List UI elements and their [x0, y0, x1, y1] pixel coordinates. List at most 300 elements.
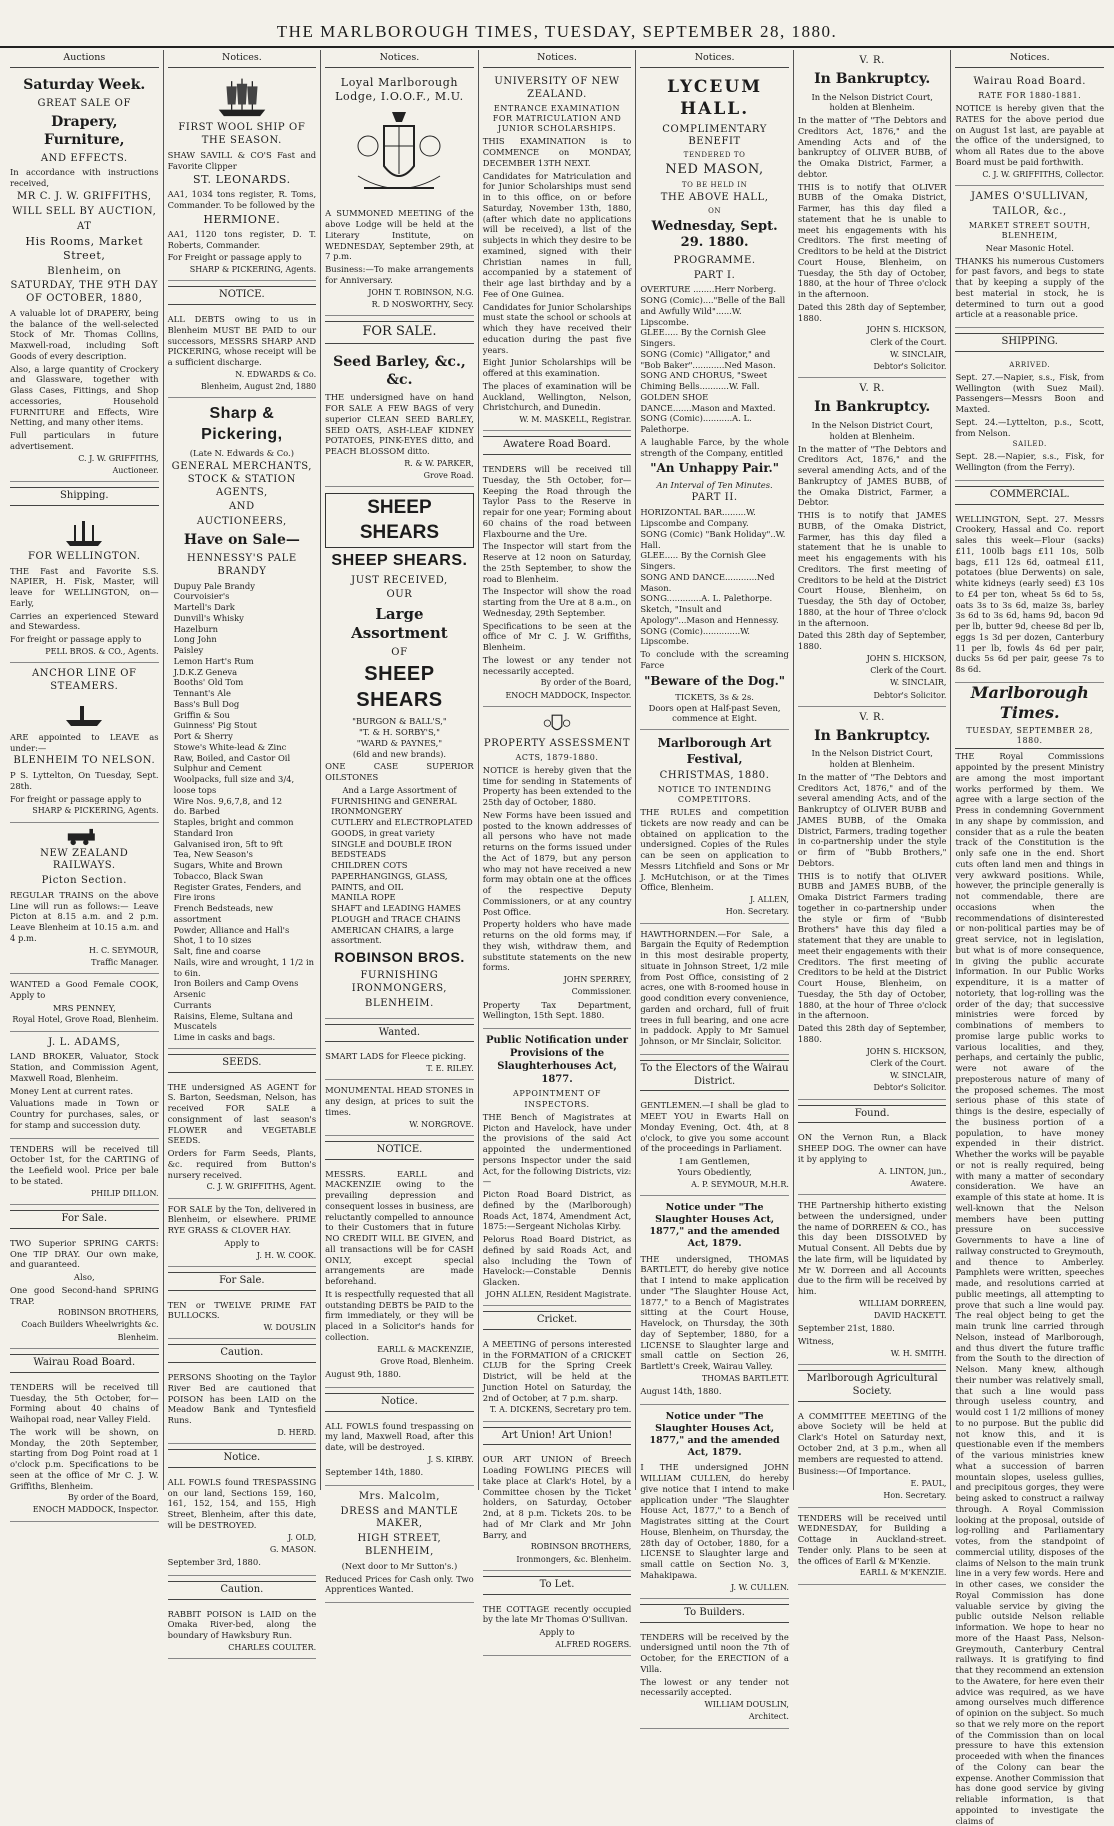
list-item: Raisins, Eleme, Sultana and Muscatels [173, 1010, 293, 1032]
signature: R. D NOSWORTHY, Secy. [371, 299, 474, 309]
ad-line: DRESS and MANTLE MAKER, [340, 1505, 459, 1530]
list-item: SHAFT and LEADING HAMES [331, 903, 461, 914]
ad-title: Saturday Week. [23, 77, 146, 94]
slaughterhouses-ad [483, 1029, 632, 1306]
ad-line: WILL SELL BY AUCTION, [12, 205, 157, 217]
ad-title: SHEEP SHEARS. [331, 552, 468, 570]
list-item: SONG.............A. L. Palethorpe. [640, 593, 773, 604]
ad-line: ANCHOR LINE OF STEAMERS. [31, 668, 137, 692]
ad-title: UNIVERSITY OF NEW ZEALAND. [494, 76, 620, 100]
list-item: Paisley [173, 645, 204, 656]
ad-date: September 3rd, 1880. [167, 1557, 261, 1568]
signature: C. J. W. GRIFFITHS, Collector. [982, 169, 1105, 179]
ad-line: MRS PENNEY, [52, 1002, 116, 1013]
ad-text: THE COTTAGE recently occupied by the late Mr Thomas O'Sullivan. [482, 1603, 632, 1625]
ad-text: Sept. 24.—Lyttelton, p.s., Scott, from Nelson. [955, 416, 1105, 438]
ad-title: ROBINSON BROS. [334, 949, 465, 966]
signature: Grove Road, Blenheim. [380, 1356, 474, 1366]
bankruptcy-notice-1 [798, 50, 947, 378]
tenders-ad [10, 1139, 159, 1205]
ad-title: Marlborough Art Festival, [657, 736, 772, 766]
ad-text: THE undersigned, THOMAS BARTLETT, do hereby give notice that I intend to make application under "The Slaughter House Act, 1877," to a Bench of Magistrates sitting at the Court House, Havelock, on Thursday, the 30th day of September, 1880, for a LICENSE to Slaughter large and small cattle on Section 26, Bartlett's Creek, Wairau Valley. [640, 1253, 789, 1372]
ad-line: SATURDAY, THE 9TH DAY OF OCTOBER, 1880, [10, 280, 159, 305]
ad-title: Sharp & Pickering, [201, 405, 283, 443]
list-item: SONG (Comic)..............W. Lipscombe. [640, 625, 750, 647]
list-item: Griffin & Sou [173, 709, 230, 720]
ad-text: A COMMITTEE MEETING of the above Society will be held at Clark's Hotel on Saturday next, October 2nd, at 3 p.m., when all members are requested to attend. [797, 1410, 947, 1464]
column-6 [794, 50, 952, 1578]
ad-text: Property holders who have made returns on the old forms may, if they wish, withdraw them, and substitute statements on the new forms. [482, 919, 632, 973]
programme-list [640, 284, 789, 435]
list-item: J.D.K.Z Geneva [173, 666, 238, 677]
ad-text: NOTICE is hereby given that the RATES for the above period due on August 1st last, are payable at the office of the undersigned, to whom all Rates due to the above Board must be paid forthwith. [955, 103, 1105, 167]
ad-line: His Rooms, Market Street, [25, 235, 144, 263]
ad-text: New Forms have been issued and posted to the known addresses of all persons who have not made returns on the forms issued under the Act of 1879, but any person who may not have received a new form may obtain one at the offices of the respective Deputy Commissioners, or at any country Post Office. [482, 809, 632, 917]
ad-text: A MEETING of persons interested in the FORMATION of a CRICKET CLUB for the Spring Creek District, will be held at the Junction Hotel on Saturday, the 2nd of October, at 7 p.m. sharp. [482, 1338, 632, 1403]
signature: Royal Hotel, Grove Road, Blenheim. [12, 1015, 159, 1025]
ad-text: NOTICE is hereby given that the time for sending in Statements of Property has been extended to the 25th day of October, 1880. [482, 764, 632, 808]
ad-date: Property Tax Department, Wellington, 15th Sept. 1880. [482, 999, 632, 1021]
list-item: do. Barbed [173, 806, 220, 817]
list-item: Galvanised iron, 5ft to 9ft [173, 838, 283, 849]
monument-ad [325, 1080, 474, 1135]
ad-title: SHEEP SHEARS [325, 493, 474, 548]
slaughter-license-ad [640, 1196, 789, 1405]
section-heading: NOTICE. [168, 286, 317, 305]
signature: JOHN SPERREY, [563, 975, 632, 985]
ad-line: GENERAL MERCHANTS, STOCK & STATION AGENTS, [171, 461, 313, 498]
ad-text: SMART LADS for Fleece picking. [325, 1051, 467, 1062]
programme-list [640, 507, 789, 647]
ad-line: OF [391, 646, 408, 658]
ad-title: Notice under "The Slaughter Houses Act, 1877," and the amended Act, 1879. [649, 1410, 780, 1459]
bankruptcy-notice-3 [798, 707, 947, 1100]
ad-line: CHRISTMAS, 1880. [659, 769, 770, 781]
list-item: Hazelburn [173, 623, 219, 634]
ad-line: HERMIONE. [203, 212, 281, 226]
list-item: SONG (Comic)...."Belle of the Ball and Awfully Wild"......W. Lipscombe. [640, 295, 786, 327]
ad-text: Orders for Farm Seeds, Plants, &c. required from Button's nursery received. [167, 1148, 317, 1180]
signature: E. PAUL, [910, 1479, 947, 1489]
ad-text: The work will be shown, on Monday, the 20th September, starting from Dog Point road at 1 o'clock p.m. Specifications to be seen at the office of Mr C. J. W. Griffiths, Blenheim. [10, 1426, 159, 1491]
earll-notice-ad [325, 1164, 474, 1388]
ad-line: ACTS, 1879-1880. [515, 752, 599, 762]
ad-line: PART II. [691, 492, 738, 504]
list-item: SONG (Comic) "Bank Holiday"..W. Hall. [640, 528, 786, 550]
auction-ad [10, 71, 159, 482]
ad-text: MONUMENTAL HEAD STONES in any design, at prices to suit the times. [325, 1085, 474, 1117]
ad-line: (Late N. Edwards & Co.) [189, 448, 294, 459]
ad-text: Candidates for Matriculation and for Junior Scholarships must send in to this office, on or before Saturday, November 13th, 1880, (after which date no applications will be received), a list of the subjects in which they desire to be examined, signed with their Christian names in full, accompanied by a statement of their age last birthday and by a Fee of One Guinea. [482, 170, 632, 299]
list-item: Powder, Alliance and Hall's [173, 924, 290, 935]
column-7 [951, 50, 1108, 1826]
ad-text: THE RULES and competition tickets are now ready and can be obtained on application to the undersigned. Copies of the Rules can be seen on application to Messrs Litchfield and Sons or Mr J. McHutchison, or at the Times Office, Blenheim. [640, 807, 789, 893]
signature: DAVID HACKETT. [873, 1311, 947, 1321]
partnership-ad [798, 1195, 947, 1365]
ad-text: In the Nelson District Court, holden at Blenheim. [811, 91, 933, 113]
section-heading: To Let. [483, 1576, 632, 1595]
ad-line: COMPLIMENTARY BENEFIT [662, 123, 767, 148]
ad-text: Candidates for Junior Scholarships must state the school or schools at which they have received their education during the past five years. [482, 301, 632, 355]
ad-line: (Next door to Mr Sutton's.) [341, 1560, 458, 1571]
ad-line: TO BE HELD IN [681, 180, 748, 189]
signature: W. SINCLAIR, [889, 678, 947, 688]
ad-title: Mrs. Malcolm, [358, 1490, 441, 1502]
signature: PELL BROS. & CO., Agents. [45, 646, 159, 656]
ad-text: I THE undersigned JOHN WILLIAM CULLEN, do hereby give notice that I intend to make application under "The Slaughter House Act, 1877," to a Bench of Magistrates sitting at the Court House, Blenheim, on Thursday, the 28th day of October, 1880, for a LICENSE to Slaughter large and small cattle on Section No. 3, Mahakipawa. [640, 1462, 789, 1580]
signature: H. C. SEYMOUR, [88, 945, 159, 955]
ad-line: SAILED. [1012, 440, 1047, 449]
ad-title: Wairau Road Board. [973, 76, 1087, 88]
seeds-ad [168, 1077, 317, 1199]
ad-date: Dated this 28th day of September, 1880. [797, 1023, 947, 1044]
ad-title: In Bankruptcy. [814, 399, 931, 416]
signature: Debtor's Solicitor. [873, 1083, 947, 1093]
ad-text: The lowest or any tender not necessarily accepted. [640, 1676, 789, 1698]
lodge-ad [325, 71, 474, 316]
ad-text: In accordance with instructions received, [10, 167, 159, 189]
ad-text: It is respectfully requested that all outstanding DEBTS be PAID to the firm immediately, or they will be placed in a Solicitor's hands for collection. [325, 1288, 474, 1342]
ad-text: Business:—Of Importance. [797, 1466, 911, 1477]
ad-line: Doors open at Half-past Seven, commence at Eight. [648, 702, 781, 724]
ad-text: A valuable lot of DRAPERY, being the balance of the well-selected Stock of Mr. Thomas Collins, Maxwell-road, including Soft Goods of every description. [10, 307, 159, 361]
signature: N. EDWARDS & Co. [235, 369, 317, 379]
ad-line: ARRIVED. [1009, 361, 1051, 370]
ad-title: JAMES O'SULLIVAN, [971, 190, 1089, 202]
ad-text: The places of examination will be Auckland, Wellington, Nelson, Christchurch, and Dunedin. [482, 380, 632, 413]
to-let-ad [483, 1599, 632, 1656]
ad-line: ON [708, 206, 722, 215]
ad-line: TAILOR, &c., [992, 205, 1067, 217]
royal-cipher: V. R. [859, 55, 885, 66]
ad-text: TENDERS will be received by the undersigned until noon the 7th of October, for the ERECTION of a Villa. [640, 1631, 789, 1674]
ad-line: NED MASON, [665, 162, 764, 178]
signature: Awatere. [910, 1178, 947, 1188]
list-item: Shot, 1 to 10 sizes [173, 935, 252, 946]
ad-line: SHEEP SHEARS [356, 663, 443, 711]
signature: Hon. Secretary. [725, 907, 789, 917]
ad-text: To conclude with the screaming Farce [640, 649, 789, 670]
section-heading: Shipping. [10, 487, 159, 506]
ad-text: ALL FOWLS found TRESPASSING on our land, Sections 159, 160, 161, 152, 154, and 155, High Street, Blenheim, after this date, will be DESTROYED. [167, 1476, 317, 1530]
list-item: PLOUGH and TRACE CHAINS [331, 913, 461, 924]
ad-line: RATE FOR 1880-1881. [978, 90, 1082, 100]
cricket-ad [483, 1334, 632, 1422]
fowls-notice-ad [325, 1416, 474, 1486]
ad-text: THIS EXAMINATION is to COMMENCE on MONDAY, DECEMBER 13TH NEXT. [482, 136, 632, 168]
ad-line: AT [77, 220, 92, 232]
lyceum-hall-ad [640, 71, 789, 730]
signature: SHARP & PICKERING, Agents. [32, 806, 159, 816]
sharp-pickering-ad [168, 398, 317, 1048]
list-item: Lime in casks and bags. [173, 1032, 276, 1043]
ad-title: Loyal Marlborough Lodge, I.O.O.F., M.U. [335, 76, 464, 104]
ad-line: AND EFFECTS. [40, 152, 128, 164]
royal-cipher: V. R. [859, 711, 885, 723]
signature: C. J. W. GRIFFITHS, [78, 453, 159, 463]
ad-line: Yours Obediently, [677, 1166, 752, 1177]
list-item: SONG (Comic) "Alligator," and "Bob Baker"............Ned Mason. [640, 348, 776, 370]
lodge-crest-icon [344, 106, 454, 206]
signature: Architect. [748, 1712, 789, 1722]
signature: A. P. SEYMOUR, M.H.R. [691, 1179, 789, 1189]
ad-text: TENDERS will be received till October 1st, for the CARTING of the Leefield wool. Price per bale to be stated. [10, 1143, 159, 1186]
ad-line: Picton Section. [41, 875, 127, 887]
section-heading: COMMERCIAL. [955, 486, 1104, 505]
signature: Clerk of the Court. [870, 666, 947, 676]
signature: WILLIAM DOUSLIN, [704, 1700, 789, 1710]
steamship-icon [64, 515, 104, 549]
list-item: Courvoisier's [173, 591, 230, 602]
signature: W. SINCLAIR, [889, 1071, 947, 1081]
signature: Commissioner. [571, 987, 632, 997]
ad-text: For freight or passage apply to [10, 793, 142, 804]
ad-text: A laughable Farce, by the whole strength of the Company, entitled [640, 436, 789, 458]
signature: Blenheim. [117, 1332, 159, 1342]
ad-text: Business:—To make arrangements for Anniversary. [325, 264, 474, 285]
list-item: Sketch, "Insult and Apology"...Mason and Hennessy. [640, 604, 779, 625]
list-item: GLEE..... By the Cornish Glee Singers. [640, 550, 766, 572]
ad-text: WELLINGTON, Sept. 27. Messrs Crookery, Hassal and Co. report sales this week—Flour (sacks) £11, 100lb bags £11 10s, 50lb bags, £11 12s 6d, oatmeal £11, potatoes (blue Derwents) on sale, white kidneys (early seed) £3 10s to £4 per ton, wheat 5s 6d to 5s, oats 3s to 3s 6d, maize 3s, barley 3s 6d to 3s 6d, hams 9d, bacon 9d per lb, butter 9d, cheese 8d per lb, eggs 1s 3d per dozen, Canterbury 11 per lb, fowls 4s 6d per pair, ducks 5s 6d per pair, geese 7s to 8s 6d. [955, 513, 1105, 675]
ad-line: FOR WELLINGTON. [28, 550, 141, 562]
ad-line: Blenheim, on [47, 265, 122, 277]
ad-text: ALL DEBTS owing to us in Blenheim MUST BE PAID to our successors, MESSRS SHARP AND PICKERING, whose receipt will be a sufficient discharge. [167, 314, 317, 368]
list-item: GLEE..... By the Cornish Glee Singers. [640, 327, 766, 349]
locomotive-icon [64, 828, 104, 846]
ad-line: Have on Sale— [183, 532, 300, 549]
ad-text: Sept. 28.—Napier, s.s., Fisk, for Wellington (from the Ferry). [955, 451, 1105, 473]
ad-line: "An Unhappy Pair." [650, 461, 779, 476]
signature: ALFRED ROGERS. [555, 1639, 632, 1649]
found-dog-ad [798, 1127, 947, 1195]
list-item: Raw, Boiled, and Castor Oil [173, 752, 291, 763]
list-item: Tobacco, Black Swan [173, 870, 264, 881]
column-2 [164, 50, 322, 1652]
commercial-news [955, 509, 1104, 683]
ad-line: MARKET STREET SOUTH, BLENHEIM, [968, 220, 1091, 240]
debts-ad [168, 309, 317, 398]
list-item: SONG AND DANCE............Ned Mason. [640, 571, 775, 593]
ad-text: GENTLEMEN.—I shall be glad to MEET YOU in Ewarts Hall on Monday Evening, Oct. 4th, at 8 o'clock, to give you some account of the proceedings in Parliament. [640, 1100, 789, 1154]
signature: J. W. CULLEN. [730, 1582, 789, 1592]
ad-text: TENDERS will be received till Tuesday, the 5th October, for— Keeping the Road through the Taylor Pass to the Reserve in repair for one year; Forming about 60 chains of the road between Flaxbourne and the Ure. [482, 464, 632, 539]
steamer-icon [64, 696, 104, 730]
signature: T. A. DICKENS, Secretary pro tem. [489, 1405, 632, 1415]
signature: ROBINSON BROTHERS, [530, 1542, 632, 1552]
ad-text: THE Partnership hitherto existing between the undersigned, under the name of DORREEN & CO., has this day been DISSOLVED by Mutual Consent. All Debts due by the late firm, will be liquidated by Mr W. Dorreen and all Accounts due to the firm will be received by him. [797, 1200, 947, 1297]
signature: EARLL & MACKENZIE, [377, 1344, 474, 1354]
ad-text: THANKS his numerous Customers for past favors, and begs to state that by keeping a supply of the best material in stock, he is determined to turn out a good article at a reasonable price. [955, 255, 1105, 320]
ad-text: TENDERS will be received until WEDNESDAY, for Building a Cottage in Auckland-street. Tender only. Plans to be seen at the offices of Earll & M'Kenzie. [797, 1512, 947, 1566]
ad-text: SHAW SAVILL & CO'S Fast and Favorite Clipper [167, 149, 317, 171]
ad-date: August 14th, 1880. [640, 1386, 722, 1397]
ad-title: LYCEUM HALL. [667, 77, 763, 119]
signature: Traffic Manager. [91, 957, 159, 967]
bullocks-ad [168, 1295, 317, 1340]
clipper-ship-icon [214, 76, 270, 120]
signature: C. J. W. GRIFFITHS, Agent. [206, 1182, 317, 1192]
signature: EARLL & M'KENZIE. [859, 1568, 947, 1578]
list-item: Iron Boilers and Camp Ovens [173, 978, 299, 989]
signature: Blenheim, August 2nd, 1880 [200, 382, 317, 392]
ad-line: MR C. J. W. GRIFFITHS, [16, 190, 152, 202]
list-item: AMERICAN CHAIRS, a large assortment. [331, 924, 454, 946]
section-heading: Caution. [168, 1581, 317, 1600]
signature: W. M. MASKELL, Registrar. [519, 415, 632, 425]
ad-text: ALL FOWLS found trespassing on my land, Maxwell Road, after this date, will be destroyed. [325, 1420, 474, 1453]
ad-text: THIS is to notify that OLIVER BUBB and JAMES BUBB, of the Omaka District Farmers trading together in co-partnership under the style or firm of "Bubb Brothers" have this day filed a statement that they are unable to meet their engagements with their Creditors. The first meeting of Creditors to be held at the District Court House, Blenheim, on Tuesday, the 5th day of October, 1880, at the hour of Three o'clock in the afternoon. [797, 870, 947, 1021]
tailor-ad [955, 186, 1104, 328]
signature: THOMAS BARTLETT. [701, 1373, 789, 1383]
list-item: GOLDEN SHOE DANCE.......Mason and Maxted. [640, 391, 776, 413]
list-item: Port & Sherry [173, 731, 233, 742]
ad-line: (6ld and new brands). [352, 748, 447, 759]
editorial-date: TUESDAY, SEPTEMBER 28, 1880. [955, 726, 1104, 749]
ad-text: For Freight or passage apply to [167, 252, 302, 263]
ad-title: In Bankruptcy. [814, 70, 931, 87]
list-item: Long John [173, 634, 217, 645]
column-1 [6, 50, 164, 1515]
ad-text: THE Bench of Magistrates at Picton and Havelock, have under the provisions of the said Act appointed the undermentioned persons Inspector under the said Act, for the following Districts, viz:— [482, 1111, 632, 1187]
property-assessment-ad [483, 707, 632, 1029]
signature: Debtor's Solicitor. [873, 362, 947, 372]
section-heading: Wanted. [325, 1024, 474, 1043]
ad-text: In the Nelson District Court, holden at Blenheim. [811, 420, 933, 441]
signature: JOHN S. HICKSON, [866, 1046, 947, 1056]
list-item: SONG AND CHORUS, "Sweet Chiming Bells...........W. Fall. [640, 370, 768, 392]
section-heading: Wairau Road Board. [10, 1354, 159, 1373]
list-item: Dupuy Pale Brandy [173, 580, 256, 591]
royal-arms-icon [537, 712, 577, 736]
ad-text: THIS is to notify that JAMES BUBB, of the Omaka District, Farmer, has this day filed a statement that he is unable to meet his engagements with his Creditors. The first meeting of Creditors to be held at the District Court House, Blenheim, on Tuesday, the 5th day of October, 1880, at the hour of Three o'clock in the afternoon. [797, 510, 947, 628]
section-heading: To Builders. [640, 1604, 789, 1623]
stock-list [325, 796, 474, 947]
column-4 [479, 50, 637, 1649]
signature: Clerk of the Court. [870, 1058, 947, 1068]
column-heading: Notices. [325, 50, 474, 68]
signature: G. MASON. [269, 1544, 317, 1554]
builders-ad [640, 1627, 789, 1729]
ad-line: THE ABOVE HALL, [660, 191, 769, 203]
ad-text: In the matter of "The Debtors and Creditors Act, 1876," and of the several amending Acts, and of the Bankruptcy of OLIVER BUBB and JAMES BUBB, of the Omaka District, Farmers, trading together in co-partnership under the style or firm of "Bubb Brothers," Debtors. [797, 771, 947, 868]
ad-line: AND [228, 501, 255, 513]
list-item: Salt, fine and coarse [173, 946, 261, 957]
ad-text: THE undersigned AS AGENT for S. Barton, Seedsman, Nelson, has received FOR SALE a consignment of last season's FLOWER and VEGETABLE SEEDS. [167, 1081, 317, 1146]
ad-line: Also, [73, 1272, 95, 1282]
royal-cipher: V. R. [859, 383, 885, 395]
column-heading: Notices. [483, 50, 632, 68]
caution-ad [168, 1367, 317, 1444]
signature: J. S. KIRBY. [428, 1454, 474, 1464]
fowls-ad [168, 1472, 317, 1576]
ad-line: PROGRAMME. [673, 254, 756, 266]
agricultural-society-ad [798, 1406, 947, 1508]
ad-title: Seed Barley, &c., &c. [333, 353, 466, 388]
wool-ship-ad [168, 71, 317, 281]
list-item: HORIZONTAL BAR.........W. Lipscombe and Company. [640, 507, 756, 529]
ad-text: AA1, 1034 tons register, R. Toms, Commander. To be followed by the [167, 189, 317, 211]
ad-text: Pelorus Road Board District, as defined by said Roads Act, and also including the Town of Havelock:—Constable Dennis Glacken. [482, 1234, 632, 1288]
signature: A. LINTON, jun., [878, 1166, 947, 1176]
signature: JOHN ALLEN, Resident Magistrate. [485, 1289, 632, 1299]
section-heading: For Sale. [10, 1210, 159, 1229]
signature: CHARLES COULTER. [228, 1642, 317, 1652]
signature: ENOCH MADDOCK, Inspector. [32, 1505, 159, 1515]
signature: J. OLD, [287, 1532, 317, 1542]
list-item: Woolpacks, full size and 3/4, loose tops [173, 774, 295, 795]
ad-date: September 14th, 1880. [325, 1467, 424, 1478]
ad-text: MESSRS. EARLL and MACKENZIE owing to the prevailing depression and consequent losses in business, are reluctantly compelled to announce to their Customers that in future NO CREDIT WILL BE GIVEN, and all transactions will be for CASH ONLY, except special arrangements are made beforehand. [325, 1168, 474, 1287]
signature: Auctioneer. [112, 465, 159, 475]
section-heading: FOR SALE. [325, 321, 474, 344]
ad-text: Also, a large quantity of Crockery and Glassware, together with Glass Cases, Fittings, and Shop accessories, Household FURNITURE and Effects, Wire Netting, and many other items. [10, 363, 159, 428]
list-item: Currants [173, 999, 212, 1010]
list-item: Staples, bright and common [173, 817, 294, 828]
ad-line: HIGH STREET, BLENHEIM, [357, 1533, 442, 1558]
signature: Grove Road. [423, 471, 474, 481]
ad-line: JUST RECEIVED, [351, 574, 448, 586]
ad-text: AA1, 1120 tons register, D. T. Roberts, Commander. [167, 228, 317, 250]
ad-text: Picton Road Board District, as defined by the (Marlborough) Roads Act, 1874, Amendment Act, 1875:—Sergeant Nicholas Kirby. [482, 1189, 632, 1232]
signature: W. DOUSLIN [263, 1323, 317, 1333]
wairau-rates-ad [955, 71, 1104, 186]
list-item: CUTLERY and ELECTROPLATED GOODS, in great variety [331, 817, 473, 838]
section-heading: For Sale. [168, 1272, 317, 1291]
list-item: Tea, New Season's [173, 849, 253, 860]
wairau-tender-ad [10, 1377, 159, 1522]
section-heading: Found. [798, 1105, 947, 1124]
ad-date: September 21st, 1880. [797, 1323, 895, 1334]
ad-text: The lowest or any tender not necessarily accepted. [482, 654, 632, 676]
ad-text: P S. Lyttelton, On Tuesday, Sept. 28th. [10, 770, 159, 791]
ad-text: Reduced Prices for Cash only. Two Apprentices Wanted. [325, 1573, 474, 1595]
signature: By order of the Board, [540, 678, 632, 688]
ad-line: FURNISHING IRONMONGERS, [351, 970, 448, 994]
list-item: Guinness' Pig Stout [173, 720, 257, 731]
editorial-masthead: Marlborough Times. [970, 682, 1089, 723]
signature: JOHN S. HICKSON, [866, 325, 947, 335]
list-item: Wire Nos. 9,6,7,8, and 12 [173, 795, 283, 806]
wellington-ad [10, 510, 159, 663]
cook-ad [10, 974, 159, 1031]
university-ad [483, 71, 632, 431]
list-item: Dunvill's Whisky [173, 612, 244, 623]
ad-text: FOR SALE by the Ton, delivered in Blenheim, or elsewhere. PRIME RYE GRASS & CLOVER HAY. [167, 1203, 317, 1236]
list-item: Bass's Bull Dog [173, 698, 240, 709]
ad-text: ON the Vernon Run, a Black SHEEP DOG. The owner can have it by applying to [797, 1132, 947, 1164]
ad-line: I am Gentlemen, [679, 1156, 750, 1167]
masthead [0, 0, 1114, 48]
ad-line: "Beware of the Dog." [644, 673, 786, 688]
ad-title: Public Notification under Provisions of the Slaughterhouses Act, 1877. [486, 1035, 629, 1085]
signature: SHARP & PICKERING, Agents. [189, 265, 317, 275]
ad-line: An Interval of Ten Minutes. [656, 479, 773, 490]
ad-text: TENDERS will be received till Tuesday, the 5th October, for— Forming about 40 chains of Waihopai road, near Valley Field. [10, 1381, 159, 1424]
electors-ad [640, 1095, 789, 1195]
ad-text: One good Second-hand SPRING TRAP. [10, 1284, 159, 1306]
ad-line: TENDERED TO [683, 151, 746, 160]
ad-line: Drapery, Furniture, [44, 113, 125, 148]
section-heading: Notice. [325, 1393, 474, 1412]
railways-ad [10, 823, 159, 975]
ad-text: For freight or passage apply to [10, 634, 142, 645]
ad-text: In the matter of "The Debtors and Creditors Act, 1876," and the Amending Acts and of the bankruptcy of OLIVER BUBB, of the Omaka District, Farmer, a debtor. [797, 115, 947, 179]
signature: Hon. Secretary. [883, 1491, 947, 1501]
rabbit-poison-ad [168, 1604, 317, 1659]
signature: By order of the Board, [67, 1493, 159, 1503]
stock-list [168, 581, 317, 1043]
signature: W. H. SMITH. [890, 1348, 947, 1358]
